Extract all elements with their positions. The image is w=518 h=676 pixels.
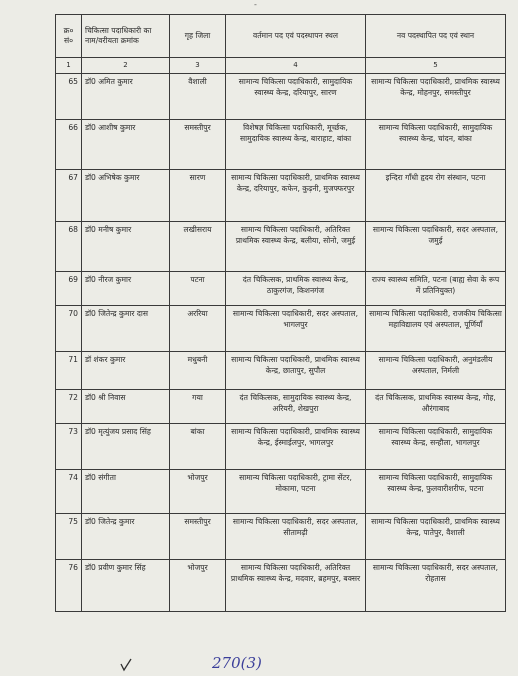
column-number: 4 xyxy=(226,58,366,74)
serial-cell: 74 xyxy=(56,470,82,514)
district-cell: गया xyxy=(170,390,226,424)
serial-cell: 72 xyxy=(56,390,82,424)
current-post-cell: सामान्य चिकित्सा पदाधिकारी, ट्रामा सेंटर, मोकामा, पटना xyxy=(226,470,366,514)
table-row xyxy=(56,170,506,222)
table-row xyxy=(56,470,506,514)
current-post-cell: सामान्य चिकित्सा पदाधिकारी, अतिरिक्त प्राथमिक स्वास्थ्य केन्द्र, बलीया, सोनो, जमुई xyxy=(226,222,366,272)
header-district: गृह जिला xyxy=(170,15,226,58)
page-footer xyxy=(0,648,518,676)
name-cell: डॉ0 संगीता xyxy=(82,470,170,514)
serial-cell: 76 xyxy=(56,560,82,612)
name-cell: डॉ0 जितेन्द्र कुमार xyxy=(82,514,170,560)
new-post-cell: इन्दिरा गाँधी हृदय रोग संस्थान, पटना xyxy=(366,170,506,222)
table-row xyxy=(56,424,506,470)
name-cell: डॉ0 मनीष कुमार xyxy=(82,222,170,272)
name-cell: डॉ0 प्रवीण कुमार सिंह xyxy=(82,560,170,612)
table-row xyxy=(56,352,506,390)
serial-cell: 66 xyxy=(56,120,82,170)
column-number: 2 xyxy=(82,58,170,74)
table-row xyxy=(56,120,506,170)
pen-tick-icon xyxy=(120,658,132,672)
current-post-cell: सामान्य चिकित्सा पदाधिकारी, अतिरिक्त प्राथमिक स्वास्थ्य केन्द्र, मदवार, ब्रहमपुर, बक्सर xyxy=(226,560,366,612)
serial-cell: 71 xyxy=(56,352,82,390)
name-cell: डॉ0 जितेन्द्र कुमार दास xyxy=(82,306,170,352)
name-cell: डॉ शंकर कुमार xyxy=(82,352,170,390)
name-cell: डॉ0 अभिषेक कुमार xyxy=(82,170,170,222)
new-post-cell: सामान्य चिकित्सा पदाधिकारी, सामुदायिक स्वास्थ्य केन्द्र, फुलवारीशरीफ, पटना xyxy=(366,470,506,514)
header-serial: क्र० सं० xyxy=(56,15,82,58)
current-post-cell: दंत चिकित्सक, सामुदायिक स्वास्थ्य केन्द्र, अरियरी, शेखपुरा xyxy=(226,390,366,424)
table-body xyxy=(56,74,506,612)
serial-cell: 73 xyxy=(56,424,82,470)
serial-cell: 70 xyxy=(56,306,82,352)
current-post-cell: सामान्य चिकित्सा पदाधिकारी, प्राथमिक स्वास्थ्य केन्द्र, दरियापुर, कफेन, कुढ़नी, मुजफ्फरपुर xyxy=(226,170,366,222)
transfer-table xyxy=(55,14,506,612)
district-cell: सारण xyxy=(170,170,226,222)
district-cell: भोजपुर xyxy=(170,470,226,514)
new-post-cell: सामान्य चिकित्सा पदाधिकारी, सदर अस्पताल, रोहतास xyxy=(366,560,506,612)
table-row xyxy=(56,514,506,560)
column-number: 1 xyxy=(56,58,82,74)
district-cell: मधुबनी xyxy=(170,352,226,390)
header-name: चिकित्सा पदाधिकारी का नाम/वरीयता क्रमांक xyxy=(82,15,170,58)
column-number-row xyxy=(56,58,506,74)
district-cell: लखीसराय xyxy=(170,222,226,272)
serial-cell: 69 xyxy=(56,272,82,306)
current-post-cell: सामान्य चिकित्सा पदाधिकारी, सदर अस्पताल, सीतामढ़ी xyxy=(226,514,366,560)
page-top-mark: - xyxy=(254,0,257,9)
new-post-cell: सामान्य चिकित्सा पदाधिकारी, सामुदायिक स्वास्थ्य केन्द्र, चांदन, बांका xyxy=(366,120,506,170)
district-cell: पटना xyxy=(170,272,226,306)
district-cell: समस्तीपुर xyxy=(170,120,226,170)
new-post-cell: सामान्य चिकित्सा पदाधिकारी, सदर अस्पताल, जमुई xyxy=(366,222,506,272)
name-cell: डॉ0 आशीष कुमार xyxy=(82,120,170,170)
column-number: 3 xyxy=(170,58,226,74)
serial-cell: 67 xyxy=(56,170,82,222)
district-cell: वैशाली xyxy=(170,74,226,120)
new-post-cell: सामान्य चिकित्सा पदाधिकारी, अनुमंडलीय अस्पताल, निर्मली xyxy=(366,352,506,390)
new-post-cell: सामान्य चिकित्सा पदाधिकारी, सामुदायिक स्वास्थ्य केन्द्र, सन्हौला, भागलपुर xyxy=(366,424,506,470)
table-row xyxy=(56,74,506,120)
district-cell: अररिया xyxy=(170,306,226,352)
name-cell: डॉ0 नीरज कुमार xyxy=(82,272,170,306)
table-row xyxy=(56,272,506,306)
serial-cell: 65 xyxy=(56,74,82,120)
district-cell: भोजपुर xyxy=(170,560,226,612)
header-row xyxy=(56,15,506,58)
current-post-cell: विशेषज्ञ चिकित्सा पदाधिकारी, मूर्च्छक, सामुदायिक स्वास्थ्य केन्द्र, बाराहाट, बांका xyxy=(226,120,366,170)
new-post-cell: सामान्य चिकित्सा पदाधिकारी, राजकीय चिकित्सा महाविद्यालय एवं अस्पताल, पूर्णियाँ xyxy=(366,306,506,352)
table-row xyxy=(56,222,506,272)
current-post-cell: सामान्य चिकित्सा पदाधिकारी, प्राथमिक स्वास्थ्य केन्द्र, छातापुर, सुपौल xyxy=(226,352,366,390)
new-post-cell: दंत चिकित्सक, प्राथमिक स्वास्थ्य केन्द्र, गोह, औरंगाबाद xyxy=(366,390,506,424)
current-post-cell: सामान्य चिकित्सा पदाधिकारी, सामुदायिक स्वास्थ्य केन्द्र, दरियापुर, सारण xyxy=(226,74,366,120)
serial-cell: 75 xyxy=(56,514,82,560)
table-row xyxy=(56,390,506,424)
district-cell: बांका xyxy=(170,424,226,470)
table-row xyxy=(56,560,506,612)
header-current-post: वर्तमान पद एवं पदस्थापन स्थल xyxy=(226,15,366,58)
current-post-cell: सामान्य चिकित्सा पदाधिकारी, प्राथमिक स्वास्थ्य केन्द्र, ईस्माईलपुर, भागलपुर xyxy=(226,424,366,470)
name-cell: डॉ0 अमित कुमार xyxy=(82,74,170,120)
name-cell: डॉ0 श्री निवास xyxy=(82,390,170,424)
current-post-cell: सामान्य चिकित्सा पदाधिकारी, सदर अस्पताल, भागलपुर xyxy=(226,306,366,352)
column-number: 5 xyxy=(366,58,506,74)
handwritten-note: 270(3) xyxy=(212,654,262,672)
district-cell: समस्तीपुर xyxy=(170,514,226,560)
name-cell: डॉ0 मृत्युंजय प्रसाद सिंह xyxy=(82,424,170,470)
table-row xyxy=(56,306,506,352)
current-post-cell: दंत चिकित्सक, प्राथमिक स्वास्थ्य केन्द्र, ठाकुरगंज, किशनगंज xyxy=(226,272,366,306)
serial-cell: 68 xyxy=(56,222,82,272)
new-post-cell: सामान्य चिकित्सा पदाधिकारी, प्राथमिक स्वास्थ्य केन्द्र, पातेपुर, वैशाली xyxy=(366,514,506,560)
new-post-cell: सामान्य चिकित्सा पदाधिकारी, प्राथमिक स्वास्थ्य केन्द्र, मोहनपुर, समस्तीपुर xyxy=(366,74,506,120)
new-post-cell: राज्य स्वास्थ्य समिति, पटना (बाह्य सेवा के रूप में प्रतिनियुक्त) xyxy=(366,272,506,306)
header-new-post: नव पदस्थापित पद एवं स्थान xyxy=(366,15,506,58)
